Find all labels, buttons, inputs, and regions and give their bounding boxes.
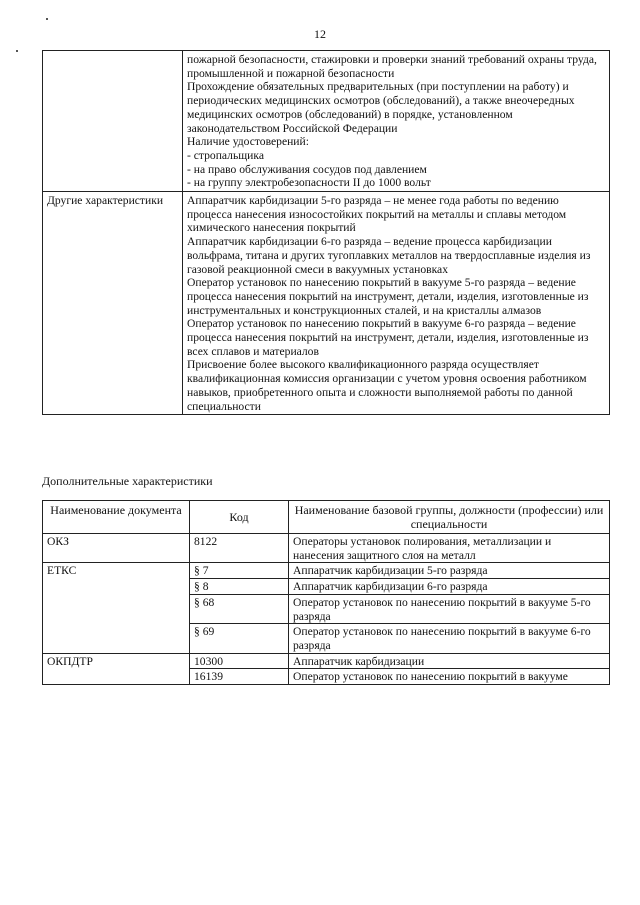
name-cell: Оператор установок по нанесению покрытий в вакууме 6-го разряда: [289, 624, 610, 653]
table-row: [43, 192, 610, 415]
additional-characteristics-table: [42, 500, 610, 685]
name-cell: Оператор установок по нанесению покрытий в вакууме: [289, 669, 610, 685]
code-cell: 16139: [190, 669, 289, 685]
qualification-requirements-table: [42, 50, 610, 415]
list-item: - на группу электробезопасности II до 1000 вольт: [187, 176, 431, 190]
code-cell: 10300: [190, 653, 289, 669]
code-cell: 8122: [190, 534, 289, 563]
document-cell: ОКЗ: [43, 534, 190, 563]
column-header-code: Код: [190, 501, 289, 534]
name-cell: Оператор установок по нанесению покрытий в вакууме 5-го разряда: [289, 594, 610, 623]
code-cell: § 69: [190, 624, 289, 653]
page-number: 12: [314, 27, 326, 41]
code-cell: § 8: [190, 579, 289, 595]
document-cell: ОКПДТР: [43, 653, 190, 684]
paragraph: Оператор установок по нанесению покрытий в вакууме 6-го разряда – ведение процесса нанесения покрытий на инструмент, детали, изделия, изготовленные из всех сплавов и материалов: [187, 317, 589, 358]
table-row: [43, 534, 610, 563]
row-content: [183, 192, 610, 415]
paragraph: Аппаратчик карбидизации 6-го разряда – ведение процесса карбидизации вольфрама, титана и других тугоплавких металлов на твердосплавные изделия из газовой реакционной смеси в вакуумных установках: [187, 235, 591, 276]
list-item: - на право обслуживания сосудов под давлением: [187, 162, 427, 176]
header-row: [43, 501, 610, 534]
name-cell: Аппаратчик карбидизации: [289, 653, 610, 669]
paragraph: Присвоение более высокого квалификационного разряда осуществляет квалификационная комиссия организации с учетом уровня освоения работником навыков, приобретенного опыта и сложности выполняемой работы по данной специальности: [187, 358, 587, 413]
table-row: [43, 653, 610, 669]
table-row: [43, 563, 610, 579]
row-label: [43, 51, 183, 192]
row-content: [183, 51, 610, 192]
paragraph: Прохождение обязательных предварительных (при поступлении на работу) и периодических медицинских осмотров (обследований), а также внеочередных медицинских осмотров (обследований) в порядке, установленном законодательством Российской Федерации: [187, 80, 575, 135]
name-cell: Аппаратчик карбидизации 5-го разряда: [289, 563, 610, 579]
column-header-document: Наименование документа: [43, 501, 190, 534]
section-title: Дополнительные характеристики: [42, 474, 213, 488]
document-cell: ЕТКС: [43, 563, 190, 653]
list-item: - стропальщика: [187, 148, 264, 162]
name-cell: Операторы установок полирования, металлизации и нанесения защитного слоя на металл: [289, 534, 610, 563]
column-header-name: Наименование базовой группы, должности (профессии) или специальности: [289, 501, 610, 534]
paragraph: Оператор установок по нанесению покрытий в вакууме 5-го разряда – ведение процесса нанесения покрытий на инструмент, детали, изделия, изготовленные из инструментальных и конструкционных сталей, и на кристаллы алмазов: [187, 276, 589, 317]
scan-speck: [16, 50, 18, 52]
name-cell: Аппаратчик карбидизации 6-го разряда: [289, 579, 610, 595]
code-cell: § 68: [190, 594, 289, 623]
paragraph: Наличие удостоверений:: [187, 135, 309, 149]
table-row: [43, 51, 610, 192]
scan-speck: [46, 18, 48, 20]
row-label: Другие характеристики: [43, 192, 183, 415]
code-cell: § 7: [190, 563, 289, 579]
paragraph: пожарной безопасности, стажировки и проверки знаний требований охраны труда, промышленной и пожарной безопасности: [187, 53, 597, 80]
paragraph: Аппаратчик карбидизации 5-го разряда – не менее года работы по ведению процесса нанесения износостойких покрытий на металлы и сплавы методом химического нанесения покрытий: [187, 194, 567, 235]
